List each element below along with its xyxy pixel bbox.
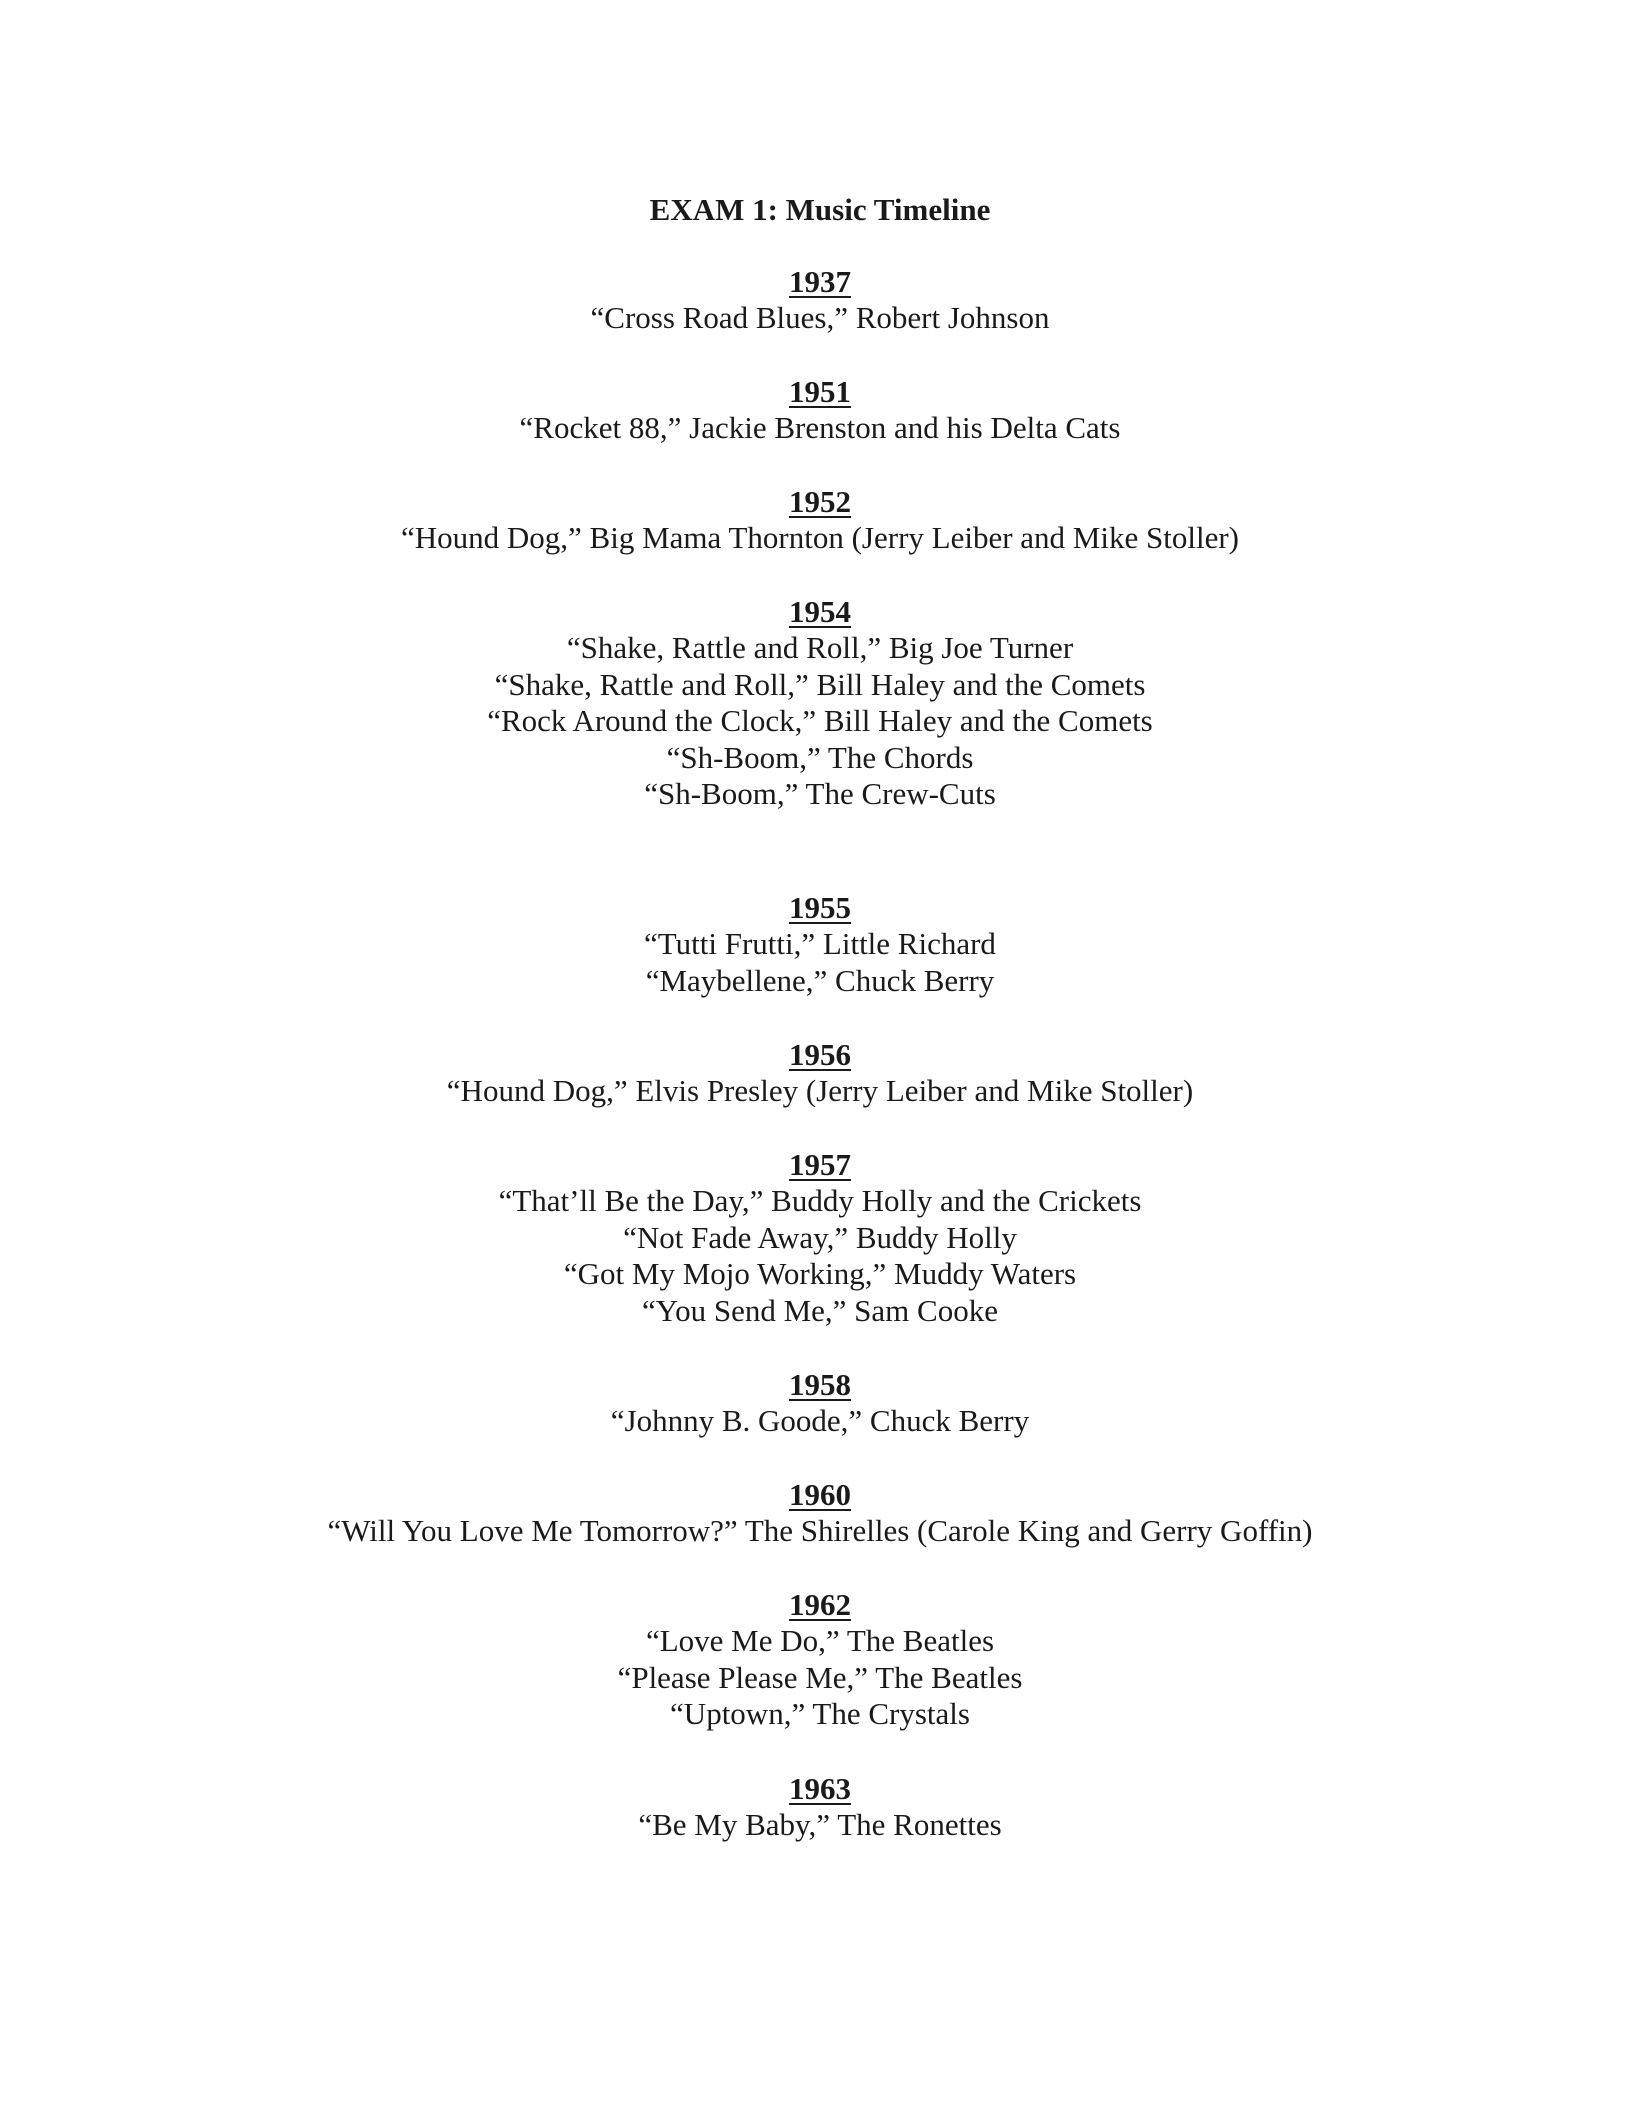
song-entry: “That’ll Be the Day,” Buddy Holly and the Crickets — [498, 1183, 1142, 1218]
song-entry: “Be My Baby,” The Ronettes — [638, 1807, 1002, 1842]
year-heading: 1958 — [789, 1367, 851, 1402]
song-entry: “Will You Love Me Tomorrow?” The Shirelles (Carole King and Gerry Goffin) — [327, 1513, 1313, 1548]
song-entry: “Shake, Rattle and Roll,” Big Joe Turner — [566, 630, 1074, 665]
song-entry: “Uptown,” The Crystals — [670, 1696, 970, 1731]
year-section-1952 — [0, 484, 1640, 557]
song-entry: “Sh-Boom,” The Chords — [666, 739, 974, 775]
year-section-1954 — [0, 594, 1640, 813]
year-section-1960 — [0, 1477, 1640, 1550]
song-entry: “Hound Dog,” Elvis Presley (Jerry Leiber and Mike Stoller) — [446, 1073, 1194, 1108]
year-heading: 1957 — [789, 1147, 851, 1182]
year-heading: 1956 — [789, 1037, 851, 1072]
song-entry: “Rocket 88,” Jackie Brenston and his Delta Cats — [519, 410, 1121, 445]
year-section-1951 — [0, 374, 1640, 447]
song-entry: “Sh-Boom,” The Crew-Cuts — [644, 776, 996, 811]
song-entry: “Tutti Frutti,” Little Richard — [644, 926, 996, 961]
year-heading: 1937 — [789, 264, 851, 299]
year-heading: 1951 — [789, 374, 851, 409]
year-heading: 1963 — [789, 1771, 851, 1806]
song-entry: “Hound Dog,” Big Mama Thornton (Jerry Leiber and Mike Stoller) — [401, 520, 1239, 555]
year-section-1956 — [0, 1037, 1640, 1110]
song-entry: “Johnny B. Goode,” Chuck Berry — [610, 1403, 1030, 1438]
year-section-1937 — [0, 264, 1640, 337]
song-entry: “Love Me Do,” The Beatles — [645, 1623, 995, 1658]
year-section-1963 — [0, 1771, 1640, 1844]
year-section-1957 — [0, 1147, 1640, 1329]
document-title: EXAM 1: Music Timeline — [649, 192, 991, 227]
year-heading: 1960 — [789, 1477, 851, 1512]
year-heading: 1955 — [789, 890, 851, 925]
song-entry: “Got My Mojo Working,” Muddy Waters — [563, 1256, 1077, 1291]
song-entry: “Rock Around the Clock,” Bill Haley and the Comets — [487, 703, 1153, 738]
song-entry: “Maybellene,” Chuck Berry — [645, 962, 995, 998]
year-section-1958 — [0, 1367, 1640, 1440]
year-section-1955 — [0, 890, 1640, 999]
year-section-1962 — [0, 1587, 1640, 1733]
song-entry: “Not Fade Away,” Buddy Holly — [623, 1219, 1017, 1255]
year-heading: 1962 — [789, 1587, 851, 1622]
song-entry: “Shake, Rattle and Roll,” Bill Haley and the Comets — [494, 666, 1146, 702]
song-entry: “Please Please Me,” The Beatles — [617, 1659, 1023, 1695]
year-heading: 1952 — [789, 484, 851, 519]
song-entry: “Cross Road Blues,” Robert Johnson — [590, 300, 1050, 335]
song-entry: “You Send Me,” Sam Cooke — [642, 1292, 998, 1328]
year-heading: 1954 — [789, 594, 851, 629]
